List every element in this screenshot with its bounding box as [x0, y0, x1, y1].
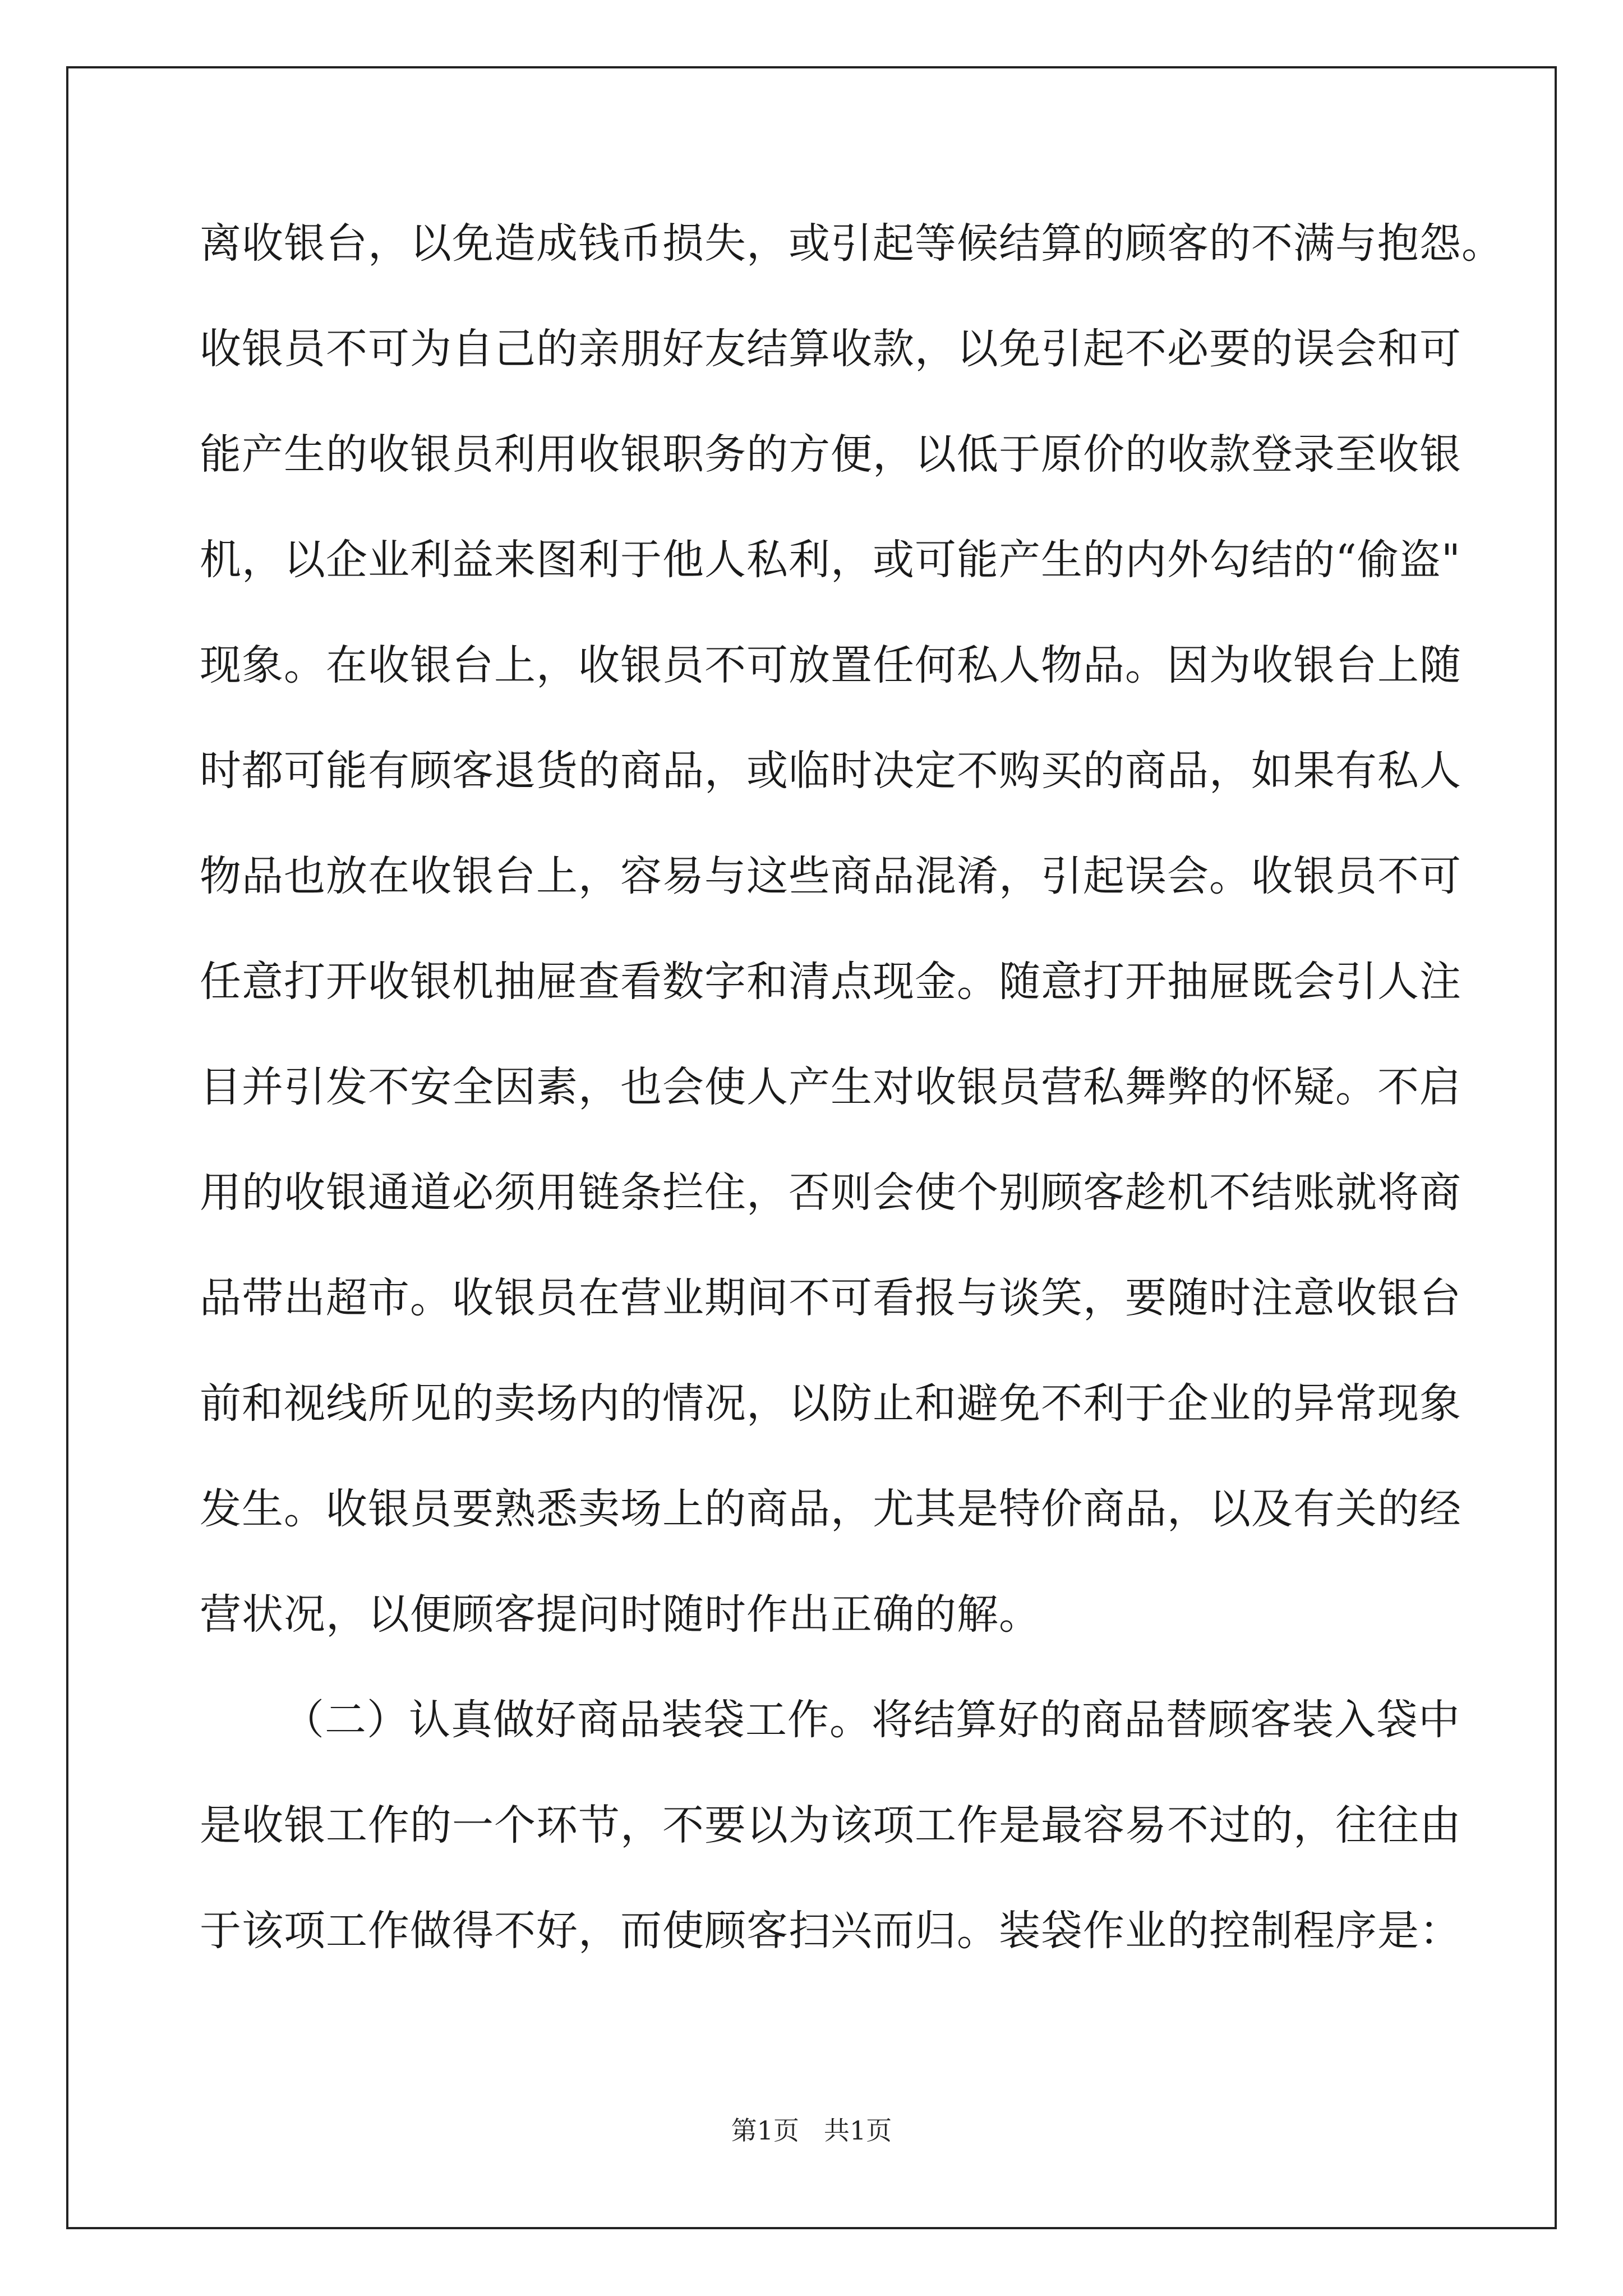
- text-line: 前和视线所见的卖场内的情况，以防止和避免不利于企业的异常现象: [200, 1379, 1461, 1428]
- text-line: 机，以企业利益来图利于他人私利，或可能产生的内外勾结的“偷盗": [200, 536, 1461, 584]
- page-footer: [0, 2114, 1623, 2147]
- text-line: 品带出超市。收银员在营业期间不可看报与谈笑，要随时注意收银台: [200, 1274, 1461, 1322]
- text-line: 是收银工作的一个环节，不要以为该项工作是最容易不过的，往往由: [200, 1801, 1461, 1849]
- text-line: 物品也放在收银台上，容易与这些商品混淆，引起误会。收银员不可: [200, 852, 1461, 900]
- text-line: 现象。在收银台上，收银员不可放置任何私人物品。因为收银台上随: [200, 641, 1461, 689]
- text-line: 任意打开收银机抽屉查看数字和清点现金。随意打开抽屉既会引人注: [200, 958, 1461, 1006]
- text-line: 用的收银通道必须用链条拦住，否则会使个别顾客趁机不结账就将商: [200, 1168, 1461, 1217]
- text-line-paragraph-end: 营状况，以便顾客提问时随时作出正确的解。: [200, 1590, 1041, 1639]
- text-line-paragraph-start: （二）认真做好商品装袋工作。将结算好的商品替顾客装入袋中: [283, 1696, 1460, 1744]
- page-number-total: 共1页: [824, 2115, 892, 2146]
- text-line: 收银员不可为自己的亲朋好友结算收款，以免引起不必要的误会和可: [200, 325, 1461, 373]
- document-body: [200, 191, 1504, 1984]
- text-line: 时都可能有顾客退货的商品，或临时决定不购买的商品，如果有私人: [200, 747, 1461, 795]
- text-line: 离收银台，以免造成钱币损失，或引起等候结算的顾客的不满与抱怨。: [200, 219, 1504, 268]
- text-line: 能产生的收银员利用收银职务的方便，以低于原价的收款登录至收银: [200, 430, 1461, 478]
- text-line: 于该项工作做得不好，而使顾客扫兴而归。装袋作业的控制程序是：: [200, 1907, 1461, 1955]
- text-line: 目并引发不安全因素，也会使人产生对收银员营私舞弊的怀疑。不启: [200, 1063, 1461, 1111]
- page-number-current: 第1页: [731, 2115, 799, 2146]
- text-line: 发生。收银员要熟悉卖场上的商品，尤其是特价商品，以及有关的经: [200, 1485, 1461, 1533]
